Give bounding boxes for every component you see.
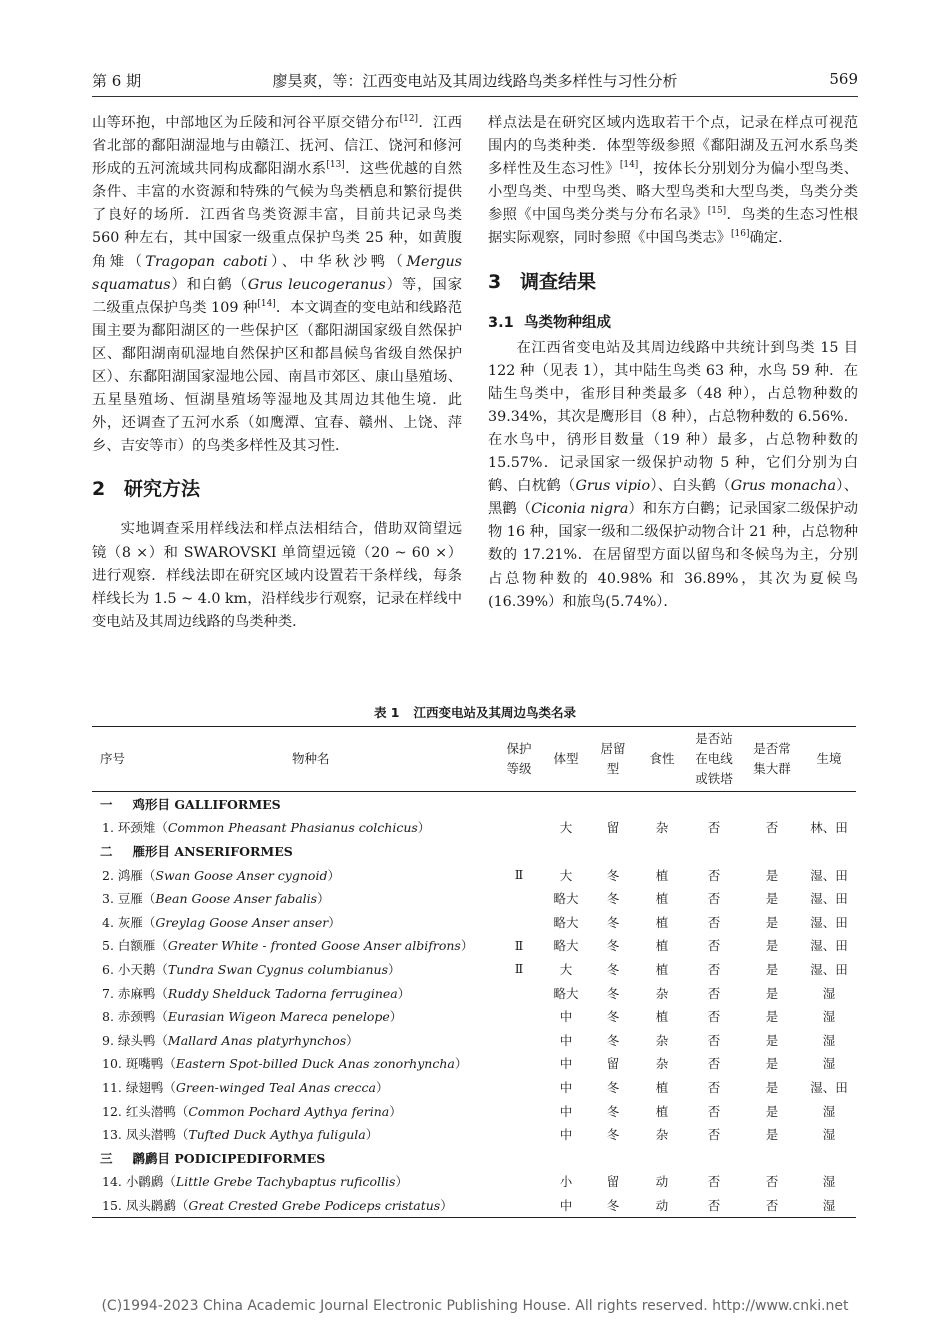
species-name: 13. 凤头潜鸭（Tufted Duck Aythya fuligula） (102, 1127, 379, 1143)
species-name: 11. 绿翅鸭（Green-winged Teal Anas crecca） (102, 1079, 389, 1095)
table-row: 14. 小䴙䴘（Little Grebe Tachybaptus ruficollis） 小 留 动 否 否 湿 (92, 1170, 856, 1194)
order-row: 三 䴙䴘目 PODICIPEDIFORMES (100, 1150, 326, 1166)
paragraph-study-area: 山等环抱，中部地区为丘陵和河谷平原交错分布[12]．江西省北部的鄱阳湖湿地与由赣江、抚河、信江、饶河和修河形成的五河流域共同构成鄱阳湖水系[13]．这些优越的自然条件、丰富的水资源和特殊的气候为鸟类栖息和繁衍提供了良好的场所．江西省鸟类资源丰富，目前共记录鸟类 560 种左右，其中国家一级重点保护鸟类 25 种，如黄腹角雉（Tragopan caboti）、中华秋沙鸭（Mergus squamatus）和白鹤（Grus leucogeranus）等，国家二级重点保护鸟类 109 种[14]．本文调查的变电站和线路范围主要为鄱阳湖区的一些保护区（鄱阳湖国家级自然保护区、鄱阳湖南矶湿地自然保护区和都昌候鸟省级自然保护区）、东鄱阳湖国家湿地公园、南昌市郊区、康山垦殖场、五星垦殖场、恒湖垦殖场等湿地及其周边其他生境．此外，还调查了五河水系（如鹰潭、宜春、赣州、上饶、萍乡、吉安等市）的鸟类多样性及其习性． (92, 114, 463, 455)
paragraph-methods-cont: 样点法是在研究区域内选取若干个点，记录在样点可视范围内的鸟类种类．体型等级参照《鄱阳湖及五河水系鸟类多样性及生态习性》[14]，按体长分别划分为偏小型鸟类、小型鸟类、中型鸟类、略大型鸟类和大型鸟类，鸟类分类参照《中国鸟类分类与分布名录》[15]．鸟类的生态习性根据实际观察，同时参照《中国鸟类志》[16]确定． (488, 115, 859, 247)
table-row: 15. 凤头䴙䴘（Great Crested Grebe Podiceps cristatus） 中 冬 动 否 否 湿 (92, 1193, 856, 1217)
paragraph-results: 在江西省变电站及其周边线路中共统计到鸟类 15 目 122 种（见表 1），其中陆生鸟类 63 种，水鸟 59 种．在陆生鸟类中，雀形目种类最多（48 种），占总物种数的 39.34%，其次是鹰形目（8 种），占总物种数的 6.56%．在水鸟中，鸻形目数量（19 种）最多，占总物种数的 15.57%．记录国家一级保护动物 5 种，它们分别为白鹤、白枕鹤（Grus vipio）、白头鹤（Grus monacha）、黑鹳（Ciconia nigra）和东方白鹳；记录国家二级保护动物 16 种，国家一级和二级保护动物合计 21 种，占总物种数的 17.21%．在居留型方面以留鸟和冬候鸟为主，分别占总物种数的 40.98% 和 36.89%，其次为夏候鸟(16.39%）和旅鸟(5.74%）． (488, 339, 859, 610)
subsection-heading-composition: 3.1 鸟类物种组成 (488, 314, 611, 331)
species-name: 6. 小天鹅（Tundra Swan Cygnus columbianus） (102, 961, 401, 977)
issue-number: 第 6 期 (92, 72, 142, 90)
table-row: 1. 环颈雉（Common Pheasant Phasianus colchicus） 大 留 杂 否 否 林、田 (92, 816, 856, 840)
species-name: 7. 赤麻鸭（Ruddy Shelduck Tadorna ferruginea） (102, 985, 411, 1001)
copyright-footer: (C)1994-2023 China Academic Journal Electronic Publishing House. All rights reserved. http://www.cnki.net (101, 1298, 849, 1314)
header-size: 体型 (553, 751, 579, 766)
order-row: 二 雁形目 ANSERIFORMES (100, 843, 293, 859)
running-title: 廖昊爽，等：江西变电站及其周边线路鸟类多样性与习性分析 (272, 72, 678, 90)
table-caption: 表 1 江西变电站及其周边鸟类名录 (373, 705, 577, 720)
species-name: 4. 灰雁（Greylag Goose Anser anser） (102, 914, 341, 930)
species-name: 12. 红头潜鸭（Common Pochard Aythya ferina） (102, 1103, 402, 1119)
table-row: 13. 凤头潜鸭（Tufted Duck Aythya fuligula） 中 冬 杂 否 是 湿 (92, 1122, 856, 1146)
running-header (92, 68, 858, 97)
table-header-row (92, 727, 856, 792)
table-row: 2. 鸿雁（Swan Goose Anser cygnoid） Ⅱ 大 冬 植 否 是 湿、田 (92, 863, 856, 887)
header-habitat: 生境 (816, 751, 842, 766)
table-row: 3. 豆雁（Bean Goose Anser fabalis） 略大 冬 植 否 是 湿、田 (92, 886, 856, 910)
species-name: 5. 白额雁（Greater White - fronted Goose Anser albifrons） (102, 938, 474, 954)
header-residence: 居留型 (600, 741, 626, 776)
table-row: 7. 赤麻鸭（Ruddy Shelduck Tadorna ferruginea） 略大 冬 杂 否 是 湿 (92, 981, 856, 1005)
header-flock: 是否常集大群 (753, 741, 791, 776)
species-name: 10. 斑嘴鸭（Eastern Spot-billed Duck Anas zonorhyncha） (102, 1056, 468, 1072)
header-diet: 食性 (649, 751, 675, 766)
table-row: 10. 斑嘴鸭（Eastern Spot-billed Duck Anas zonorhyncha） 中 留 杂 否 是 湿 (92, 1052, 856, 1076)
species-name: 2. 鸿雁（Swan Goose Anser cygnoid） (102, 867, 340, 883)
right-column (488, 112, 858, 614)
species-name: 1. 环颈雉（Common Pheasant Phasianus colchicus） (102, 820, 431, 836)
table-row: 6. 小天鹅（Tundra Swan Cygnus columbianus） Ⅱ 大 冬 植 否 是 湿、田 (92, 957, 856, 981)
order-row: 一 鸡形目 GALLIFORMES (100, 796, 281, 812)
table-row: 11. 绿翅鸭（Green-winged Teal Anas crecca） 中 冬 植 否 是 湿、田 (92, 1075, 856, 1099)
bird-list-table (92, 726, 856, 1218)
paragraph-methods: 实地调查采用样线法和样点法相结合，借助双筒望远镜（8 ×）和 SWAROVSKI 单筒望远镜（20 ~ 60 ×）进行观察．样线法即在研究区域内设置若干条样线，每条样线长为 1.5 ~ 4.0 km，沿样线步行观察，记录在样线中变电站及其周边线路的鸟类种类． (92, 521, 462, 630)
table-row: 5. 白额雁（Greater White - fronted Goose Anser albifrons） Ⅱ 略大 冬 植 否 是 湿、田 (92, 934, 856, 958)
species-name: 14. 小䴙䴘（Little Grebe Tachybaptus ruficollis） (102, 1174, 408, 1190)
species-name: 15. 凤头䴙䴘（Great Crested Grebe Podiceps cristatus） (102, 1197, 453, 1213)
species-name: 8. 赤颈鸭（Eurasian Wigeon Mareca penelope） (102, 1009, 403, 1025)
table-row: 9. 绿头鸭（Mallard Anas platyrhynchos） 中 冬 杂 否 是 湿 (92, 1028, 856, 1052)
table-row: 12. 红头潜鸭（Common Pochard Aythya ferina） 中 冬 植 否 是 湿 (92, 1099, 856, 1123)
table-row: 4. 灰雁（Greylag Goose Anser anser） 略大 冬 植 否 是 湿、田 (92, 910, 856, 934)
page-number: 569 (829, 70, 858, 88)
species-name: 9. 绿头鸭（Mallard Anas platyrhynchos） (102, 1032, 359, 1048)
header-tower: 是否站在电线或铁塔 (695, 731, 733, 786)
section-heading-methods: 2 研究方法 (92, 478, 201, 501)
left-column (92, 112, 462, 634)
header-protection: 保护等级 (506, 741, 532, 776)
species-name: 3. 豆雁（Bean Goose Anser fabalis） (102, 891, 330, 907)
section-heading-results: 3 调查结果 (488, 270, 597, 293)
header-species: 序号 物种名 (100, 751, 330, 766)
table-row: 8. 赤颈鸭（Eurasian Wigeon Mareca penelope） 中 冬 植 否 是 湿 (92, 1004, 856, 1028)
